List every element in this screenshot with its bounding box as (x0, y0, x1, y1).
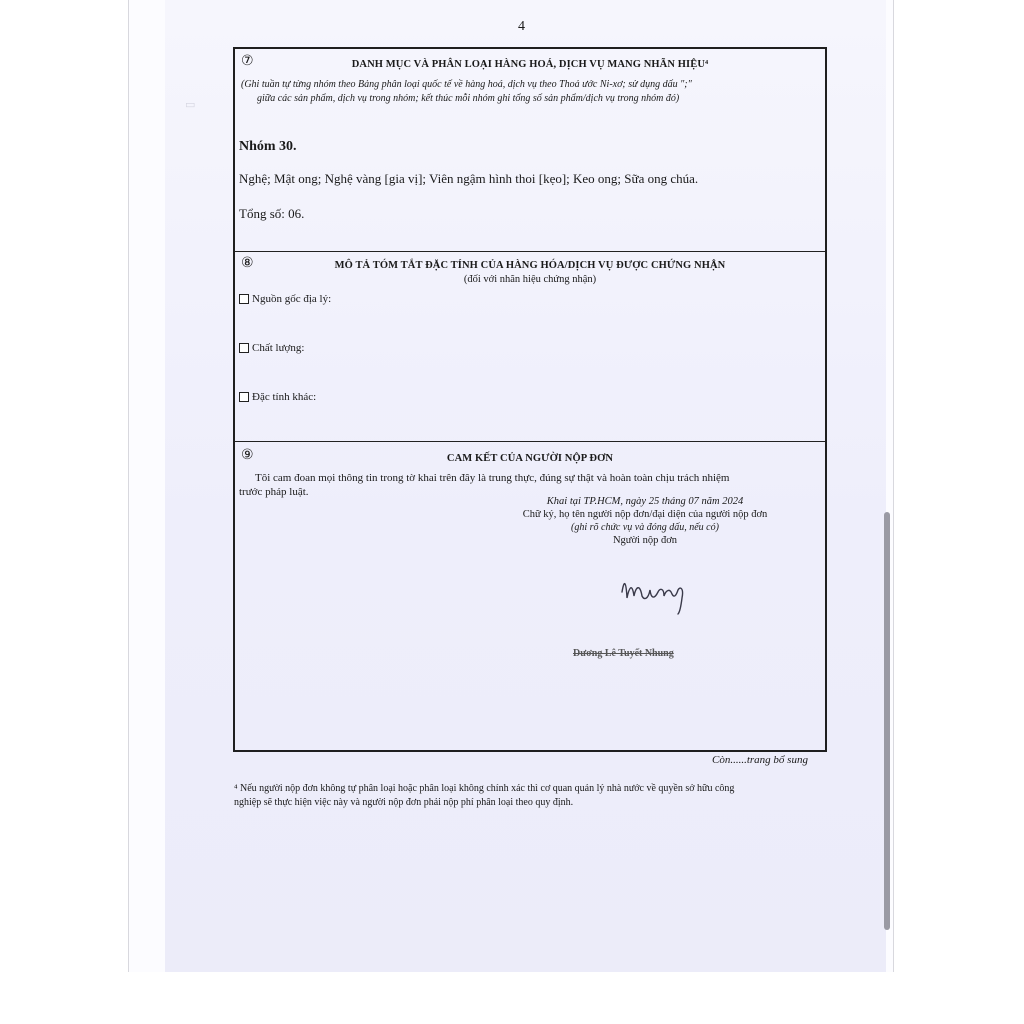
continued-pages: Còn......trang bổ sung (712, 754, 808, 766)
scrollbar[interactable] (884, 512, 890, 930)
quality-item (239, 342, 304, 354)
other-label: Đặc tính khác: (252, 391, 317, 403)
section-8-number: ⑧ (241, 255, 254, 271)
goods-total: Tổng số: 06. (239, 206, 305, 221)
handwritten-signature (618, 570, 698, 615)
place-date: Khai tại TP.HCM, ngày 25 tháng 07 năm 2024 (546, 496, 744, 507)
other-checkbox[interactable] (239, 392, 249, 402)
signer-name: Dương Lê Tuyết Nhung (573, 648, 674, 659)
section-goods-classification (235, 49, 825, 252)
goods-list: Nghệ; Mật ong; Nghệ vàng [gia vị]; Viên ngậm hình thoi [kẹo]; Keo ong; Sữa ong chúa. (239, 171, 699, 186)
footnote-line-1: ⁴ Nếu người nộp đơn không tự phân loại hoặc phân loại không chính xác thì cơ quan quản lý nhà nước về quyền sở hữu công (234, 783, 735, 794)
section-7-note-1: (Ghi tuần tự từng nhóm theo Bảng phân loại quốc tế về hàng hoá, dịch vụ theo Thoả ước Ni-xơ; sử dụng dấu ";" (241, 79, 692, 90)
sign-note: (ghi rõ chức vụ và đóng dấu, nếu có) (571, 522, 719, 533)
section-7-title: DANH MỤC VÀ PHÂN LOẠI HÀNG HOÁ, DỊCH VỤ MANG NHÃN HIỆU⁴ (351, 59, 709, 70)
origin-checkbox[interactable] (239, 294, 249, 304)
signature-block (485, 495, 805, 547)
bleed-through: ▭ (185, 99, 196, 111)
commitment-line-1: Tôi cam đoan mọi thông tin trong tờ khai trên đây là trung thực, đúng sự thật và hoàn toàn chịu trách nhiệm (255, 472, 730, 484)
origin-item (239, 293, 331, 305)
other-item (239, 391, 316, 403)
applicant-label: Người nộp đơn (612, 535, 678, 546)
form-box (233, 47, 827, 752)
quality-label: Chất lượng: (252, 342, 305, 354)
page-number: 4 (518, 19, 525, 34)
section-9-number: ⑨ (241, 447, 254, 463)
section-9-title: CAM KẾT CỦA NGƯỜI NỘP ĐƠN (446, 453, 614, 464)
section-8-title: MÔ TẢ TÓM TẮT ĐẶC TÍNH CỦA HÀNG HÓA/DỊCH VỤ ĐƯỢC CHỨNG NHẬN (334, 260, 726, 271)
section-7-note-2: giữa các sản phẩm, dịch vụ trong nhóm; kết thúc mỗi nhóm ghi tổng số sản phẩm/dịch vụ trong nhóm đó) (257, 93, 680, 104)
origin-label: Nguồn gốc địa lý: (252, 293, 332, 305)
sign-label: Chữ ký, họ tên người nộp đơn/đại diện của người nộp đơn (522, 509, 768, 520)
section-applicant-commitment (235, 441, 825, 752)
section-8-subtitle: (đối với nhãn hiệu chứng nhận) (463, 274, 597, 285)
quality-checkbox[interactable] (239, 343, 249, 353)
footnote-line-2: nghiệp sẽ thực hiện việc này và người nộp đơn phải nộp phí phân loại theo quy định. (234, 797, 574, 808)
section-7-number: ⑦ (241, 53, 254, 69)
commitment-line-2: trước pháp luật. (239, 486, 309, 498)
section-certified-characteristics (235, 251, 825, 442)
footnote (234, 782, 826, 810)
group-title: Nhóm 30. (239, 139, 297, 154)
